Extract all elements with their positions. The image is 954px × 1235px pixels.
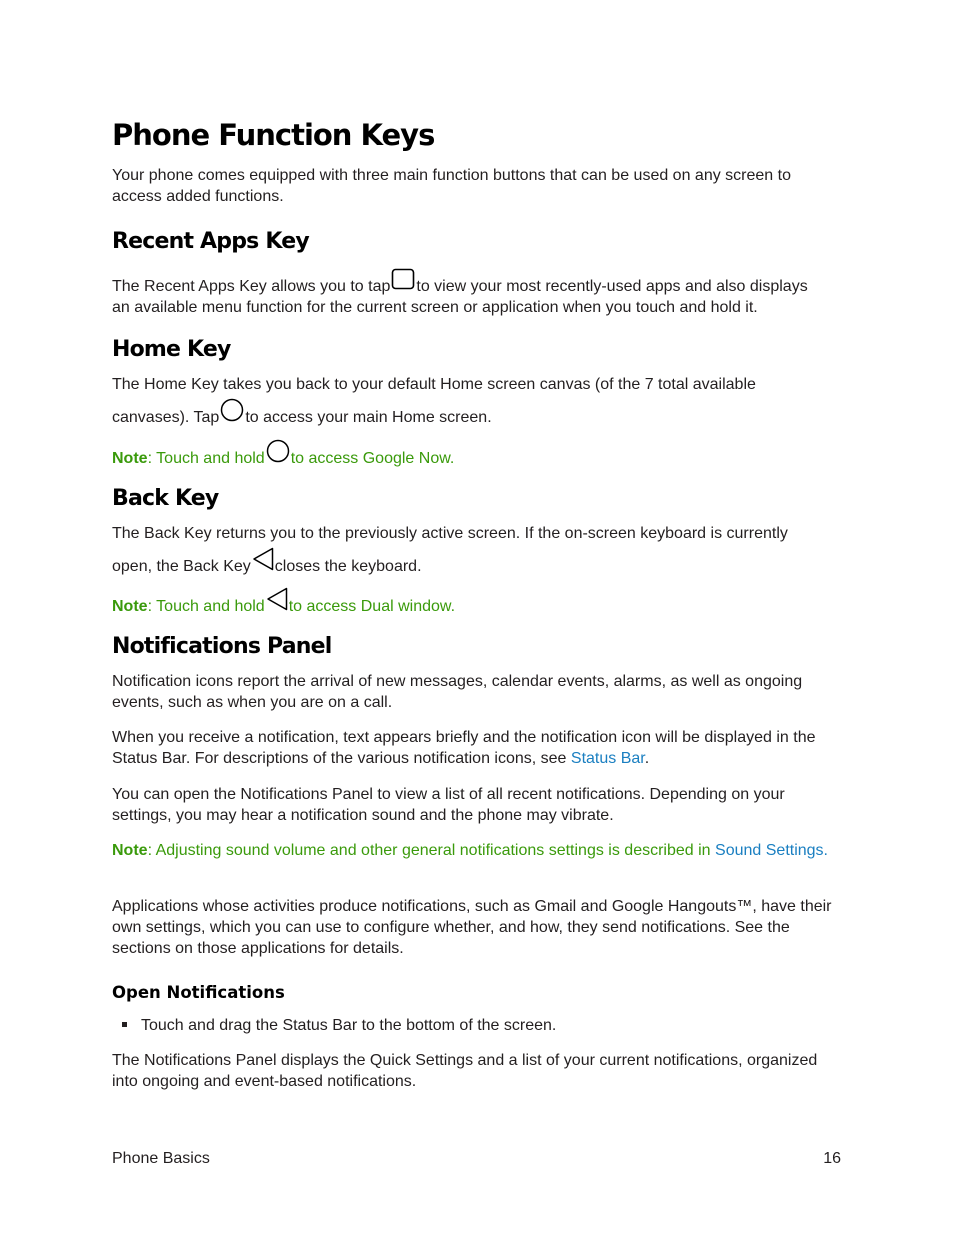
home-key-text-a: canvases). Tap [112, 409, 220, 426]
recent-apps-text-a: The Recent Apps Key allows you to tap [112, 278, 391, 295]
sound-settings-link[interactable]: Sound Settings. [715, 842, 828, 859]
home-key-heading: Home Key [112, 337, 231, 362]
footer-section: Phone Basics [112, 1150, 210, 1167]
notifications-note [112, 840, 837, 861]
back-key-note [112, 587, 837, 617]
recent-apps-square-icon [391, 268, 415, 290]
intro-paragraph: Your phone comes equipped with three main function buttons that can be used on any screen to access added functions. [112, 167, 791, 205]
recent-apps-text-c: an available menu function for the current screen or application when you touch and hold it. [112, 299, 758, 316]
home-note-text-a: : Touch and hold [147, 450, 265, 467]
notifications-p2-text: When you receive a notification, text appears briefly and the notification icon will be displayed in the Status Bar. For descriptions of the various notification icons, see [112, 729, 816, 767]
back-note-label: Note [112, 598, 148, 615]
page-title: Phone Function Keys [112, 118, 435, 152]
notifications-paragraph-3: You can open the Notifications Panel to view a list of all recent notifications. Depending on your settings, you may hear a notification sound and the phone may vibrate. [112, 786, 785, 824]
notifications-note-text: : Adjusting sound volume and other general notifications settings is described in [147, 842, 711, 859]
open-notifications-heading: Open Notifications [112, 983, 285, 1002]
notifications-paragraph-2 [112, 727, 837, 769]
back-triangle-icon [266, 587, 288, 611]
home-key-line1: The Home Key takes you back to your default Home screen canvas (of the 7 total available [112, 376, 756, 393]
home-key-line2 [112, 398, 837, 428]
home-circle-icon [266, 439, 290, 463]
back-key-line1: The Back Key returns you to the previously active screen. If the on-screen keyboard is currently [112, 525, 788, 542]
notifications-paragraph-4: Applications whose activities produce notifications, such as Gmail and Google Hangouts™, have their own settings, which you can use to configure whether, and how, they send notifications. See the sections on those applications for details. [112, 898, 832, 957]
bullet-marker [122, 1022, 127, 1027]
footer-page-number: 16 [823, 1150, 841, 1167]
notifications-p2-end: . [644, 750, 650, 767]
notifications-note-label: Note [112, 842, 148, 859]
notifications-paragraph-1: Notification icons report the arrival of new messages, calendar events, alarms, as well as ongoing events, such as when you are on a call. [112, 673, 803, 711]
back-key-line2 [112, 547, 837, 577]
home-key-note [112, 439, 837, 469]
home-key-text-b: to access your main Home screen. [245, 409, 492, 426]
open-notifications-bullet: Touch and drag the Status Bar to the bottom of the screen. [141, 1017, 557, 1034]
home-note-text-b: to access Google Now. [290, 450, 455, 467]
back-key-text-a: open, the Back Key [112, 558, 251, 575]
back-triangle-icon [252, 547, 274, 571]
recent-apps-paragraph [112, 268, 837, 318]
home-circle-icon [220, 398, 244, 422]
notifications-heading: Notifications Panel [112, 634, 332, 659]
back-note-text-b: to access Dual window. [288, 598, 456, 615]
back-key-heading: Back Key [112, 486, 219, 511]
recent-apps-heading: Recent Apps Key [112, 229, 309, 254]
open-notifications-paragraph: The Notifications Panel displays the Quick Settings and a list of your current notifications, organized into ongoing and event-based notifications. [112, 1052, 818, 1090]
back-note-text-a: : Touch and hold [147, 598, 265, 615]
back-key-text-b: closes the keyboard. [274, 558, 422, 575]
status-bar-link[interactable]: Status Bar [570, 750, 645, 767]
home-note-label: Note [112, 450, 148, 467]
recent-apps-text-b: to view your most recently-used apps and also displays [416, 278, 808, 295]
